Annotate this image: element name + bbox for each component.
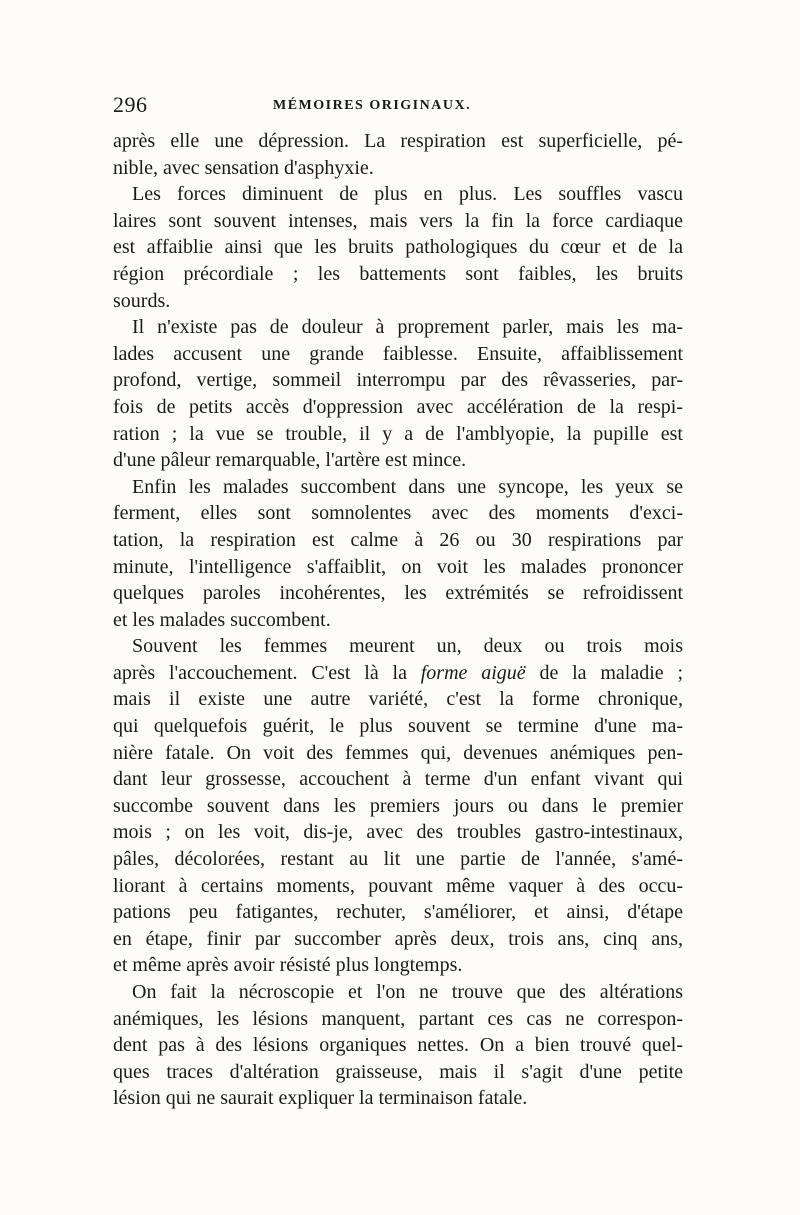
text-line: pations peu fatigantes, rechuter, s'améliorer, et ainsi, d'étape — [113, 901, 683, 924]
text-line: tation, la respiration est calme à 26 ou 30 respirations par — [113, 528, 683, 551]
text-line: région précordiale ; les battements sont faibles, les bruits — [113, 262, 683, 285]
text-line: mais il existe une autre variété, c'est la forme chronique, — [113, 688, 683, 711]
text-line: sourds. — [113, 289, 171, 312]
text-line: dent pas à des lésions organiques nettes. On a bien trouvé quel- — [113, 1034, 683, 1057]
text-line: et les malades succombent. — [113, 608, 331, 631]
text-line: ferment, elles sont somnolentes avec des moments d'exci- — [113, 502, 683, 525]
text-line: qui quelquefois guérit, le plus souvent se termine d'une ma- — [113, 715, 683, 738]
text-line: lades accusent une grande faiblesse. Ensuite, affaiblissement — [113, 342, 683, 365]
text-line: et même après avoir résisté plus longtemps. — [113, 954, 463, 977]
text-line: On fait la nécroscopie et l'on ne trouve que des altérations — [132, 981, 683, 1003]
text-line: Enfin les malades succombent dans une syncope, les yeux se — [132, 475, 683, 498]
text-line: quelques paroles incohérentes, les extrémités se refroidissent — [113, 582, 683, 605]
text-line: d'une pâleur remarquable, l'artère est mince. — [113, 449, 467, 472]
text-line: après l'accouchement. C'est là la forme aiguë de la maladie ; — [113, 661, 683, 684]
text-line: profond, vertige, sommeil interrompu par des rêvasseries, par- — [113, 369, 683, 392]
text-line: Il n'existe pas de douleur à proprement parler, mais les ma- — [132, 316, 683, 339]
running-title: MÉMOIRES ORIGINAUX. — [273, 98, 472, 113]
body-text — [113, 128, 683, 1112]
text-line: est affaiblie ainsi que les bruits pathologiques du cœur et de la — [113, 236, 683, 259]
text-line: dant leur grossesse, accouchent à terme d'un enfant vivant qui — [113, 768, 683, 791]
text-line: nible, avec sensation d'asphyxie. — [113, 156, 374, 179]
text-line: laires sont souvent intenses, mais vers la fin la force cardiaque — [113, 209, 683, 232]
text-line: lésion qui ne saurait expliquer la terminaison fatale. — [113, 1087, 528, 1110]
text-line: mois ; on les voit, dis-je, avec des troubles gastro-intestinaux, — [113, 821, 683, 844]
text-line: anémiques, les lésions manquent, partant ces cas ne correspon- — [113, 1007, 683, 1030]
text-line: nière fatale. On voit des femmes qui, devenues anémiques pen- — [113, 741, 683, 764]
text-line: liorant à certains moments, pouvant même vaquer à des occu- — [113, 874, 683, 897]
text-line: minute, l'intelligence s'affaiblit, on voit les malades prononcer — [113, 555, 683, 578]
text-line: après elle une dépression. La respiration est superficielle, pé- — [113, 130, 683, 152]
text-line: succombe souvent dans les premiers jours ou dans le premier — [113, 794, 683, 817]
text-line: ration ; la vue se trouble, il y a de l'amblyopie, la pupille est — [113, 422, 683, 445]
italic-phrase: forme aiguë — [420, 661, 526, 684]
text-line: Les forces diminuent de plus en plus. Les souffles vascu — [132, 183, 683, 206]
text-line: fois de petits accès d'oppression avec accélération de la respi- — [113, 395, 683, 418]
page-number: 296 — [113, 92, 148, 117]
text-line: ques traces d'altération graisseuse, mais il s'agit d'une petite — [113, 1060, 683, 1083]
page-header — [113, 92, 685, 122]
text-line: pâles, décolorées, restant au lit une partie de l'année, s'amé- — [113, 848, 683, 871]
text-line: en étape, finir par succomber après deux, trois ans, cinq ans, — [113, 927, 683, 950]
text-line: Souvent les femmes meurent un, deux ou trois mois — [132, 635, 683, 658]
